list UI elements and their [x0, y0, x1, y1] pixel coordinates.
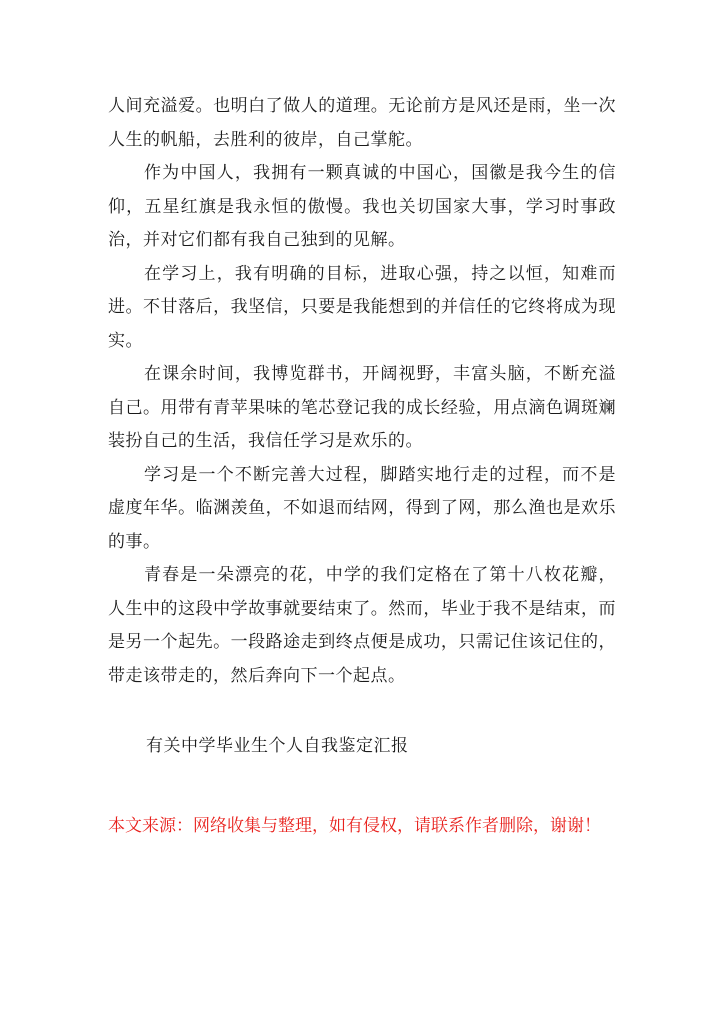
- paragraph-study-goals: 在学习上，我有明确的目标，进取心强，持之以恒，知难而进。不甘落后，我坚信，只要是我能想到的并信任的它终将成为现实。: [108, 263, 616, 351]
- section-heading: 有关中学毕业生个人自我鉴定汇报: [146, 736, 409, 756]
- paragraph-continuation: 人间充溢爱。也明白了做人的道理。无论前方是风还是雨，坐一次人生的帆船，去胜利的彼岸，自己掌舵。: [108, 96, 616, 150]
- source-note: 本文来源：网络收集与整理，如有侵权，请联系作者删除，谢谢！: [108, 816, 601, 836]
- body-text: [108, 90, 616, 693]
- paragraph-learning-process: 学习是一个不断完善大过程，脚踏实地行走的过程，而不是虚度年华。临渊羡鱼，不如退而结网，得到了网，那么渔也是欢乐的事。: [108, 464, 616, 552]
- paragraph-youth: 青春是一朵漂亮的花，中学的我们定格在了第十八枚花瓣，人生中的这段中学故事就要结束了。然而，毕业于我不是结束，而是另一个起先。一段路途走到终点便是成功，只需记住该记住的，带走该带走的，然后奔向下一个起点。: [108, 565, 616, 686]
- paragraph-chinese-heart: 作为中国人，我拥有一颗真诚的中国心，国徽是我今生的信仰，五星红旗是我永恒的傲慢。我也关切国家大事，学习时事政治，并对它们都有我自己独到的见解。: [108, 163, 616, 250]
- paragraph-spare-time: 在课余时间，我博览群书，开阔视野，丰富头脑，不断充溢自己。用带有青苹果味的笔芯登记我的成长经验，用点滴色调斑斓装扮自己的生活，我信任学习是欢乐的。: [108, 364, 616, 451]
